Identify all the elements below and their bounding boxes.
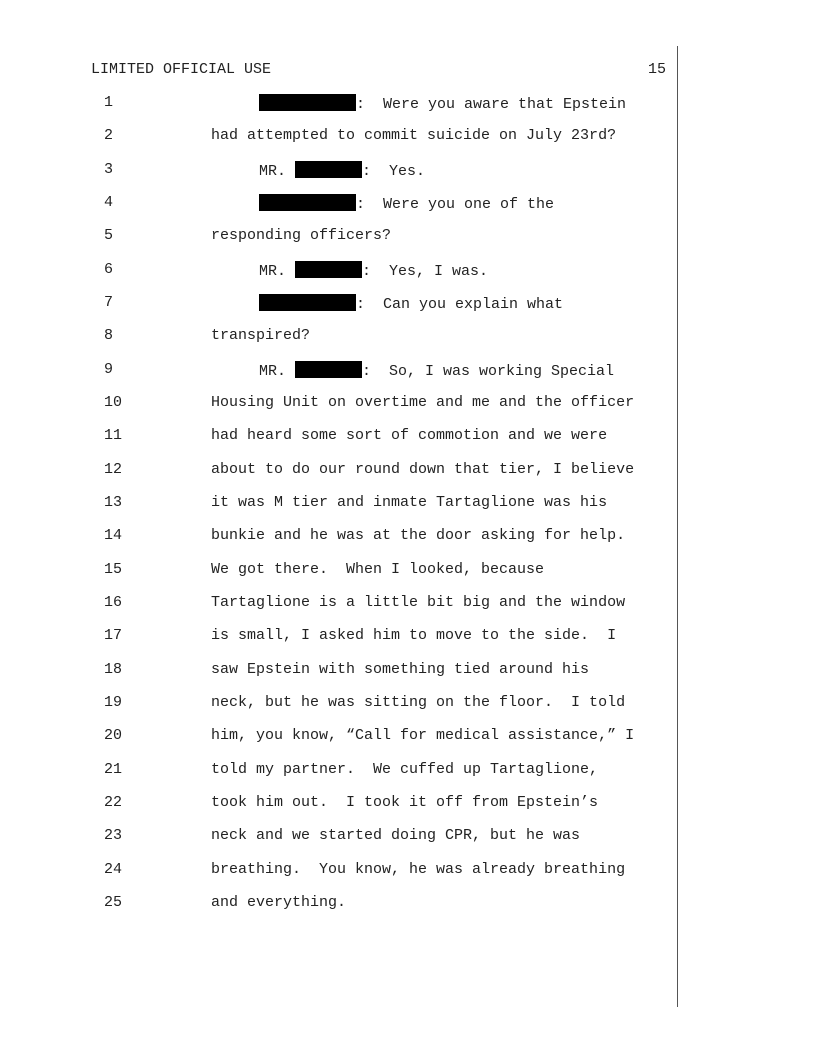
page-number: 15 (648, 61, 667, 78)
redaction-block (295, 261, 362, 278)
transcript-line (0, 494, 676, 527)
transcript-line (0, 227, 676, 260)
redaction-block (259, 294, 356, 311)
line-text: Housing Unit on overtime and me and the officer (211, 394, 635, 411)
transcript-line (0, 327, 676, 360)
line-text: bunkie and he was at the door asking for help. (211, 527, 626, 544)
line-text: about to do our round down that tier, I believe (211, 461, 635, 478)
line-number: 12 (104, 461, 123, 478)
transcript-line (0, 394, 676, 427)
line-content: : Were you aware that Epstein (356, 96, 627, 113)
line-text: responding officers? (211, 227, 392, 244)
line-content: : So, I was working Special (362, 363, 615, 380)
transcript-line (0, 194, 676, 227)
transcript-line (0, 727, 676, 760)
line-text: it was M tier and inmate Tartaglione was his (211, 494, 608, 511)
transcript-line (0, 594, 676, 627)
line-number: 25 (104, 894, 123, 911)
line-text (259, 194, 554, 213)
transcript-line (0, 694, 676, 727)
line-number: 3 (104, 161, 114, 178)
line-number: 14 (104, 527, 123, 544)
line-number: 22 (104, 794, 123, 811)
line-number: 23 (104, 827, 123, 844)
line-text: saw Epstein with something tied around his (211, 661, 590, 678)
line-text: told my partner. We cuffed up Tartaglione, (211, 761, 599, 778)
line-text: had heard some sort of commotion and we were (211, 427, 608, 444)
transcript-line (0, 127, 676, 160)
line-number: 17 (104, 627, 123, 644)
redaction-block (295, 161, 362, 178)
speaker-prefix: MR. (259, 163, 287, 180)
line-text: transpired? (211, 327, 311, 344)
line-content: : Were you one of the (356, 196, 555, 213)
line-number: 1 (104, 94, 114, 111)
transcript-line (0, 794, 676, 827)
line-number: 21 (104, 761, 123, 778)
transcript-line (0, 461, 676, 494)
header-classification: LIMITED OFFICIAL USE (91, 61, 272, 78)
transcript-line (0, 94, 676, 127)
speaker-prefix: MR. (259, 363, 287, 380)
line-number: 4 (104, 194, 114, 211)
line-content: : Yes, I was. (362, 263, 489, 280)
line-number: 19 (104, 694, 123, 711)
redaction-block (259, 94, 356, 111)
line-number: 18 (104, 661, 123, 678)
transcript-line (0, 627, 676, 660)
redaction-block (295, 361, 362, 378)
transcript-line (0, 894, 676, 927)
line-text (259, 161, 425, 180)
line-number: 10 (104, 394, 123, 411)
transcript-line (0, 161, 676, 194)
line-number: 11 (104, 427, 123, 444)
line-number: 24 (104, 861, 123, 878)
line-number: 7 (104, 294, 114, 311)
line-text: and everything. (211, 894, 347, 911)
line-content: : Can you explain what (356, 296, 564, 313)
line-number: 6 (104, 261, 114, 278)
transcript-line (0, 761, 676, 794)
line-text: breathing. You know, he was already breathing (211, 861, 626, 878)
line-text: We got there. When I looked, because (211, 561, 545, 578)
redaction-block (259, 194, 356, 211)
margin-rule (677, 46, 678, 1007)
line-text (259, 294, 563, 313)
transcript-line (0, 861, 676, 894)
line-number: 16 (104, 594, 123, 611)
transcript-line (0, 294, 676, 327)
transcript-line (0, 427, 676, 460)
transcript-line (0, 261, 676, 294)
transcript-line (0, 361, 676, 394)
transcript-line (0, 561, 676, 594)
line-text (259, 261, 488, 280)
transcript-line (0, 661, 676, 694)
line-text: neck, but he was sitting on the floor. I told (211, 694, 626, 711)
transcript-line (0, 827, 676, 860)
line-number: 20 (104, 727, 123, 744)
line-number: 2 (104, 127, 114, 144)
line-text (259, 361, 614, 380)
line-text: him, you know, “Call for medical assistance,” I (211, 727, 635, 744)
line-text (259, 94, 626, 113)
line-text: had attempted to commit suicide on July 23rd? (211, 127, 617, 144)
line-number: 8 (104, 327, 114, 344)
line-text: neck and we started doing CPR, but he was (211, 827, 581, 844)
line-content: : Yes. (362, 163, 426, 180)
line-number: 9 (104, 361, 114, 378)
line-number: 13 (104, 494, 123, 511)
speaker-prefix: MR. (259, 263, 287, 280)
line-number: 5 (104, 227, 114, 244)
line-number: 15 (104, 561, 123, 578)
line-text: is small, I asked him to move to the side. I (211, 627, 617, 644)
transcript-line (0, 527, 676, 560)
line-text: Tartaglione is a little bit big and the window (211, 594, 626, 611)
line-text: took him out. I took it off from Epstein’s (211, 794, 599, 811)
